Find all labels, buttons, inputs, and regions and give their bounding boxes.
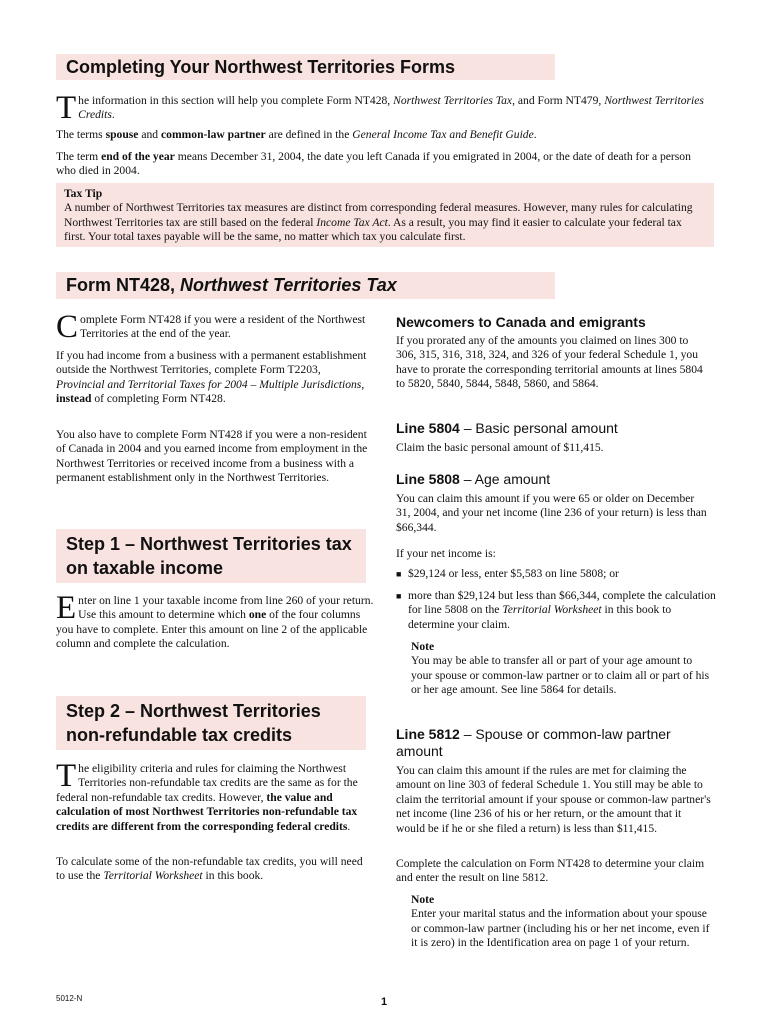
note-marital-status: Note Enter your marital status and the information about your spouse or common-law partner (including his or her net income, even if it is zero) in the Identification area on page 1 of your return. (411, 893, 710, 950)
newcomers-heading: Newcomers to Canada and emigrants (396, 314, 646, 330)
net-income-intro: If your net income is: (396, 547, 496, 560)
step1-paragraph: Enter on line 1 your taxable income from line 260 of your return. Use this amount to determine which one of the four columns you have to complete. Enter this amount on line 2 of the applicable column and complete the calculation. (56, 590, 374, 651)
note-label: Note (411, 640, 435, 653)
tax-tip-text: A number of Northwest Territories tax measures are distinct from corresponding federal measures. However, many rules for calculating Northwest Territories tax are still based on the federal Income Tax Act. As a result, you may find it easier to calculate your federal tax first. Your total taxes payable will be the same, no matter which tax you calculate first. (64, 201, 693, 244)
form-nt428-heading: Form NT428, Northwest Territories Tax (56, 272, 555, 299)
complete-nt428-paragraph: Complete Form NT428 if you were a resident of the Northwest Territories at the end of the year. (56, 309, 366, 345)
business-income-paragraph: If you had income from a business with a permanent establishment outside the Northwest Territories, complete Form T2203, Provincial and Territorial Taxes for 2004 – Multiple Jurisdictions, instead of completing Form NT428. (56, 349, 367, 406)
intro-dropcap: T (56, 90, 77, 126)
line-5812-complete-paragraph: Complete the calculation on Form NT428 to determine your claim and enter the result on line 5812. (396, 857, 705, 885)
tax-tip-label: Tax Tip (64, 187, 103, 200)
step2-paragraph: The eligibility criteria and rules for claiming the Northwest Territories non-refundable tax credits are the same as for the federal non-refundable tax credits. However, the value and calculation of most Northwest Territories non-refundable tax credits are different from the corresponding federal credits. (56, 758, 358, 833)
intro-paragraph-1: The information in this section will help you complete Form NT428, Northwest Territories Tax, and Form NT479, Northwest Territories Credits. (56, 90, 704, 126)
line-5812-paragraph: You can claim this amount if the rules are met for claiming the amount on line 303 of federal Schedule 1. You still may be able to claim the territorial amount if your spouse or common-law partner's net income (line 236 of his or her return, or the amount that it would be if he or she filed a return) is less than $11,415. (396, 764, 711, 835)
intro-paragraph-3: The term end of the year means December 31, 2004, the date you left Canada if you emigrated in 2004, or the date of death for a person who died in 2004. (56, 150, 691, 178)
line-5812-heading: Line 5812 – Spouse or common-law partner amount (396, 726, 671, 759)
step2-heading: Step 2 – Northwest Territories non-refundable tax credits (56, 696, 366, 750)
note-age-amount: Note You may be able to transfer all or part of your age amount to your spouse or common-law partner or to claim all or part of his or her age amount. See line 5864 for details. (411, 640, 710, 697)
tax-tip-box (56, 183, 714, 247)
dropcap-e: E (56, 590, 77, 626)
territorial-worksheet-paragraph: To calculate some of the non-refundable tax credits, you will need to use the Territorial Worksheet in this book. (56, 855, 363, 883)
line-5804-paragraph: Claim the basic personal amount of $11,415. (396, 441, 604, 454)
line-5804-heading: Line 5804 – Basic personal amount (396, 420, 618, 436)
intro-paragraph-2: The terms spouse and common-law partner are defined in the General Income Tax and Benefit Guide. (56, 128, 537, 141)
dropcap-t: T (56, 758, 77, 794)
bullet-square-icon: ■ (396, 569, 402, 579)
note-label: Note (411, 893, 435, 906)
bullet-square-icon: ■ (396, 591, 402, 601)
bullet-item-1: ■ $29,124 or less, enter $5,583 on line 5808; or (396, 567, 619, 580)
bullet-item-2: ■ more than $29,124 but less than $66,344, complete the calculation for line 5808 on the Territorial Worksheet in this book to determine your claim. (396, 589, 716, 631)
page-number: 1 (381, 996, 388, 1008)
step1-heading: Step 1 – Northwest Territories tax on taxable income (56, 529, 366, 583)
dropcap-c: C (56, 309, 79, 345)
line-5808-heading: Line 5808 – Age amount (396, 471, 551, 487)
form-code: 5012-N (56, 994, 83, 1003)
newcomers-paragraph: If you prorated any of the amounts you claimed on lines 300 to 306, 315, 316, 318, 324, and 326 of your federal Schedule 1, you have to prorate the corresponding territorial amounts at lines 5804 to 5820, 5840, 5844, 5848, 5860, and 5864. (396, 334, 703, 391)
line-5808-paragraph: You can claim this amount if you were 65 or older on December 31, 2004, and your net income (line 236 of your return) is less than $66,344. (396, 492, 707, 534)
non-resident-paragraph: You also have to complete Form NT428 if you were a non-resident of Canada in 2004 and you earned income from employment in the Northwest Territories or received income from a business with a permanent establishment only in the Northwest Territories. (56, 428, 368, 485)
page-title-text: Completing Your Northwest Territories Forms (66, 57, 456, 77)
page-title (56, 54, 555, 80)
